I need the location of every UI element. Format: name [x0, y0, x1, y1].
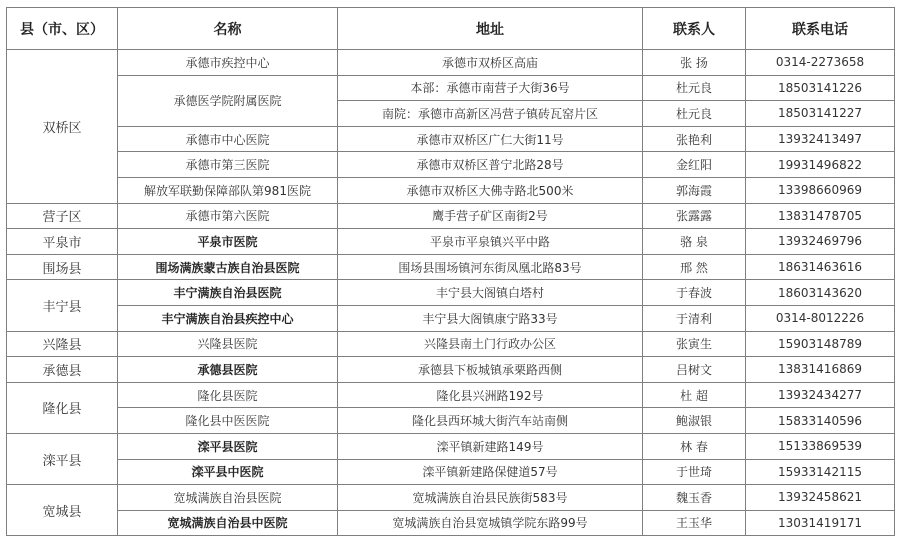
address-cell: 承德县下板城镇承栗路西侧	[338, 357, 643, 383]
address-cell: 宽城满族自治县宽城镇学院东路99号	[338, 510, 643, 536]
hospital-name-cell: 承德医学院附属医院	[118, 75, 338, 126]
hospital-name-cell: 承德市第六医院	[118, 203, 338, 229]
hospital-contact-table	[6, 7, 895, 536]
phone-cell: 0314-8012226	[746, 305, 895, 331]
header-county: 县（市、区）	[7, 8, 118, 50]
hospital-name-cell: 宽城满族自治县中医院	[118, 510, 338, 536]
contact-person-cell: 金红阳	[643, 152, 746, 178]
contact-person-cell: 骆 泉	[643, 229, 746, 255]
address-cell: 兴隆县南土门行政办公区	[338, 331, 643, 357]
contact-person-cell: 张露露	[643, 203, 746, 229]
contact-person-cell: 张寅生	[643, 331, 746, 357]
county-cell: 营子区	[7, 203, 118, 229]
table-row	[7, 408, 895, 434]
table-row	[7, 331, 895, 357]
table-row	[7, 305, 895, 331]
contact-person-cell: 魏玉香	[643, 485, 746, 511]
header-contact: 联系人	[643, 8, 746, 50]
address-cell: 鹰手营子矿区南街2号	[338, 203, 643, 229]
hospital-name-cell: 承德县医院	[118, 357, 338, 383]
contact-person-cell: 吕树文	[643, 357, 746, 383]
county-cell: 平泉市	[7, 229, 118, 255]
address-cell: 承德市双桥区大佛寺路北500米	[338, 177, 643, 203]
table-header	[7, 8, 895, 50]
contact-person-cell: 张 扬	[643, 50, 746, 76]
table-row	[7, 382, 895, 408]
contact-person-cell: 于春波	[643, 280, 746, 306]
phone-cell: 13932469796	[746, 229, 895, 255]
header-address: 地址	[338, 8, 643, 50]
phone-cell: 13031419171	[746, 510, 895, 536]
address-cell: 承德市双桥区高庙	[338, 50, 643, 76]
table-row	[7, 203, 895, 229]
hospital-name-cell: 解放军联勤保障部队第981医院	[118, 177, 338, 203]
phone-cell: 18503141227	[746, 101, 895, 127]
address-cell: 隆化县西环城大街汽车站南侧	[338, 408, 643, 434]
contact-person-cell: 郭海霞	[643, 177, 746, 203]
hospital-name-cell: 丰宁满族自治县疾控中心	[118, 305, 338, 331]
address-cell: 丰宁县大阁镇白塔村	[338, 280, 643, 306]
hospital-contact-table-container	[6, 7, 895, 536]
table-body	[7, 50, 895, 536]
county-cell: 围场县	[7, 254, 118, 280]
contact-person-cell: 于世琦	[643, 459, 746, 485]
header-row	[7, 8, 895, 50]
hospital-name-cell: 承德市疾控中心	[118, 50, 338, 76]
table-row	[7, 50, 895, 76]
hospital-name-cell: 滦平县医院	[118, 433, 338, 459]
hospital-name-cell: 隆化县中医医院	[118, 408, 338, 434]
table-row	[7, 254, 895, 280]
contact-person-cell: 鲍淑银	[643, 408, 746, 434]
phone-cell: 18631463616	[746, 254, 895, 280]
phone-cell: 15933142115	[746, 459, 895, 485]
hospital-name-cell: 承德市中心医院	[118, 126, 338, 152]
hospital-name-cell: 滦平县中医院	[118, 459, 338, 485]
address-cell: 滦平镇新建路149号	[338, 433, 643, 459]
header-name: 名称	[118, 8, 338, 50]
address-cell: 承德市双桥区广仁大街11号	[338, 126, 643, 152]
table-row	[7, 177, 895, 203]
table-row	[7, 510, 895, 536]
table-row	[7, 485, 895, 511]
phone-cell: 0314-2273658	[746, 50, 895, 76]
phone-cell: 13932413497	[746, 126, 895, 152]
table-row	[7, 433, 895, 459]
address-cell: 丰宁县大阁镇康宁路33号	[338, 305, 643, 331]
contact-person-cell: 王玉华	[643, 510, 746, 536]
table-row	[7, 229, 895, 255]
phone-cell: 13831416869	[746, 357, 895, 383]
address-cell: 承德市双桥区普宁北路28号	[338, 152, 643, 178]
phone-cell: 15903148789	[746, 331, 895, 357]
table-row	[7, 152, 895, 178]
county-cell: 兴隆县	[7, 331, 118, 357]
hospital-name-cell: 平泉市医院	[118, 229, 338, 255]
county-cell: 丰宁县	[7, 280, 118, 331]
table-row	[7, 75, 895, 101]
phone-cell: 15133869539	[746, 433, 895, 459]
phone-cell: 13932458621	[746, 485, 895, 511]
table-row	[7, 459, 895, 485]
county-cell: 滦平县	[7, 433, 118, 484]
phone-cell: 13932434277	[746, 382, 895, 408]
contact-person-cell: 于清利	[643, 305, 746, 331]
table-row	[7, 126, 895, 152]
table-row	[7, 280, 895, 306]
hospital-name-cell: 承德市第三医院	[118, 152, 338, 178]
phone-cell: 15833140596	[746, 408, 895, 434]
address-cell: 围场县围场镇河东街凤凰北路83号	[338, 254, 643, 280]
table-row	[7, 357, 895, 383]
hospital-name-cell: 兴隆县医院	[118, 331, 338, 357]
contact-person-cell: 杜元良	[643, 75, 746, 101]
hospital-name-cell: 围场满族蒙古族自治县医院	[118, 254, 338, 280]
contact-person-cell: 林 春	[643, 433, 746, 459]
contact-person-cell: 张艳利	[643, 126, 746, 152]
hospital-name-cell: 宽城满族自治县医院	[118, 485, 338, 511]
address-cell: 本部：承德市南营子大街36号	[338, 75, 643, 101]
phone-cell: 19931496822	[746, 152, 895, 178]
address-cell: 滦平镇新建路保健道57号	[338, 459, 643, 485]
county-cell: 宽城县	[7, 485, 118, 536]
contact-person-cell: 杜 超	[643, 382, 746, 408]
address-cell: 宽城满族自治县民族街583号	[338, 485, 643, 511]
hospital-name-cell: 隆化县医院	[118, 382, 338, 408]
phone-cell: 18503141226	[746, 75, 895, 101]
contact-person-cell: 邢 然	[643, 254, 746, 280]
county-cell: 承德县	[7, 357, 118, 383]
phone-cell: 18603143620	[746, 280, 895, 306]
phone-cell: 13398660969	[746, 177, 895, 203]
address-cell: 平泉市平泉镇兴平中路	[338, 229, 643, 255]
header-phone: 联系电话	[746, 8, 895, 50]
hospital-name-cell: 丰宁满族自治县医院	[118, 280, 338, 306]
address-cell: 隆化县兴洲路192号	[338, 382, 643, 408]
phone-cell: 13831478705	[746, 203, 895, 229]
county-cell: 隆化县	[7, 382, 118, 433]
county-cell: 双桥区	[7, 50, 118, 204]
contact-person-cell: 杜元良	[643, 101, 746, 127]
address-cell: 南院：承德市高新区冯营子镇砖瓦窑片区	[338, 101, 643, 127]
